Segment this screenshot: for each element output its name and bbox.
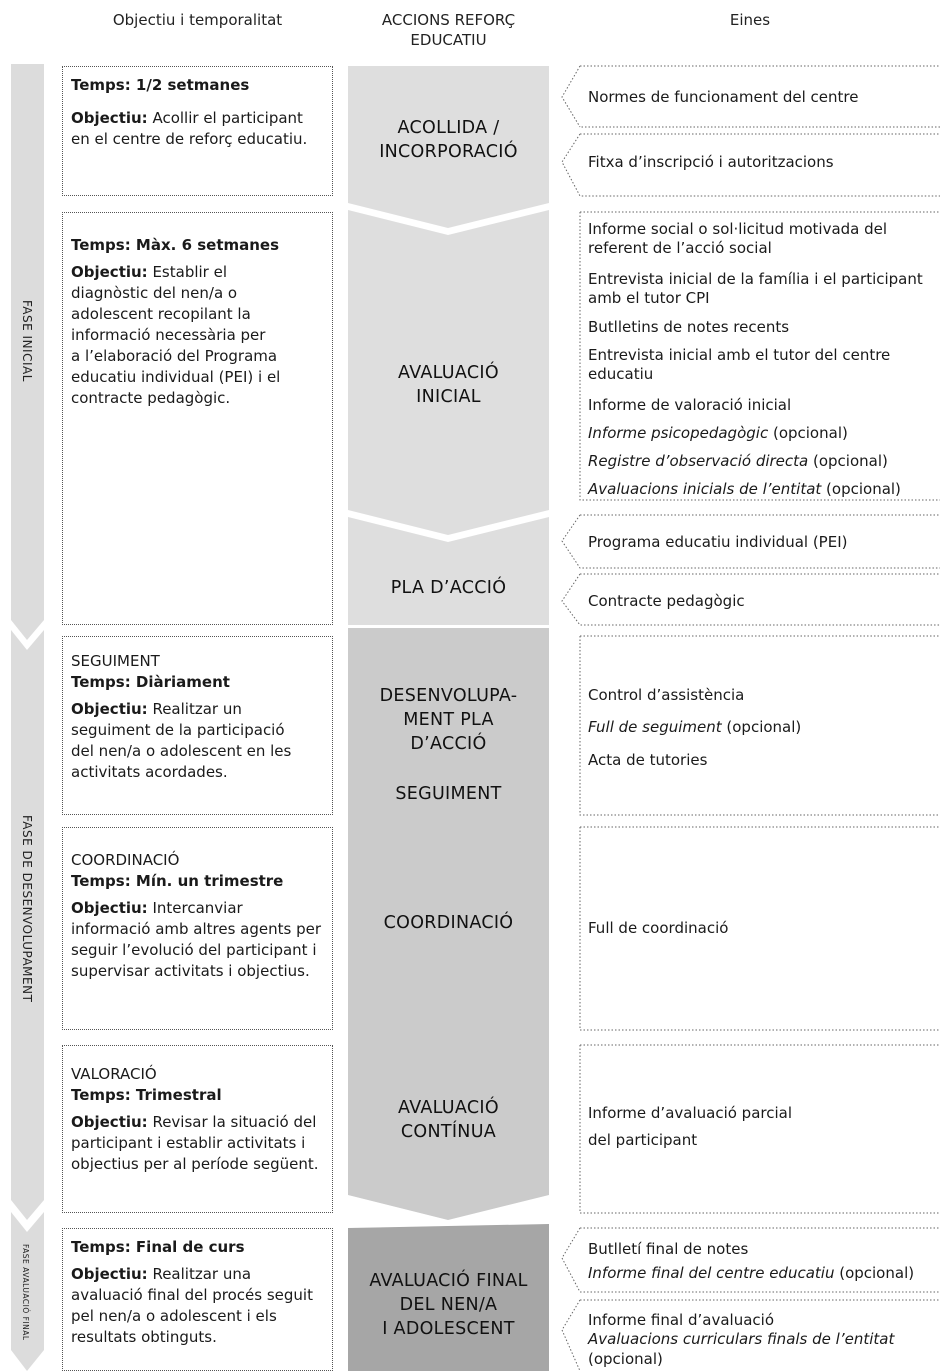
- tool-item: Entrevista inicial de la família i el participant: [588, 270, 923, 288]
- action-line: AVALUACIÓ FINAL: [369, 1271, 528, 1291]
- tool-item: Programa educatiu individual (PEI): [588, 533, 848, 551]
- tool-item: Entrevista inicial amb el tutor del centre: [588, 346, 891, 364]
- action-line: COORDINACIÓ: [383, 913, 514, 933]
- tool-italic: Informe final del centre educatiu: [588, 1264, 835, 1282]
- objective-label: Objectiu:: [71, 700, 148, 718]
- objective-box-coordinacio: [62, 827, 333, 1030]
- action-line: D’ACCIÓ: [410, 734, 487, 754]
- header-objective: Objectiu i temporalitat: [112, 11, 283, 29]
- tool-item: Control d’assistència: [588, 686, 745, 704]
- objective-text: [71, 1112, 324, 1133]
- objective-text: [71, 108, 324, 129]
- tool-item: Full de coordinació: [588, 919, 729, 937]
- objective-line: Acollir el participant: [147, 109, 303, 127]
- objective-box-final: [62, 1228, 333, 1371]
- phase-label-final: FASE AVALUACIÓ FINAL: [21, 1244, 30, 1341]
- objective-text: [71, 898, 324, 919]
- objective-line: educatiu individual (PEI) i el: [71, 368, 281, 386]
- objective-text: [71, 262, 324, 283]
- phase-label-initial: FASE INICIAL: [20, 300, 34, 382]
- tool-bracket-valoracio: [580, 1045, 940, 1213]
- objective-time: Temps: Diàriament: [71, 673, 230, 691]
- objective-time: Temps: Trimestral: [71, 1086, 222, 1104]
- tool-item: Informe d’avaluació parcial: [588, 1104, 793, 1122]
- header-actions-line2: EDUCATIU: [410, 31, 487, 49]
- objective-text: [71, 1264, 324, 1285]
- tool-italic: Full de seguiment: [588, 718, 722, 736]
- objective-box-valoracio: [62, 1045, 333, 1213]
- objective-box-seguiment: [62, 636, 333, 815]
- objective-line: seguiment de la participació: [71, 721, 285, 739]
- action-avaluacio-continua: [348, 1090, 549, 1150]
- objective-line: a l’elaboració del Programa: [71, 347, 278, 365]
- action-acollida: [348, 110, 549, 170]
- phase-label-development: FASE DE DESENVOLUPAMENT: [20, 815, 34, 1003]
- objective-line: Establir el: [147, 263, 228, 281]
- tool-suffix: (opcional): [834, 1264, 915, 1282]
- action-pla-accio: [348, 573, 549, 603]
- tool-item: Normes de funcionament del centre: [588, 88, 859, 106]
- tool-suffix: (opcional): [768, 424, 848, 442]
- tool-item: referent de l’acció social: [588, 239, 772, 257]
- tool-item: (opcional): [588, 1350, 663, 1368]
- objective-line: informació amb altres agents per: [71, 920, 322, 938]
- tool-item: amb el tutor CPI: [588, 289, 710, 307]
- objective-line: activitats acordades.: [71, 763, 228, 781]
- objective-time: Temps: Final de curs: [71, 1238, 245, 1256]
- objective-line: Revisar la situació del: [147, 1113, 317, 1131]
- tool-item: [588, 452, 888, 471]
- objective-heading: SEGUIMENT: [71, 652, 160, 670]
- tool-item: del participant: [588, 1131, 698, 1149]
- objective-line: Intercanviar: [147, 899, 243, 917]
- objective-heading: VALORACIÓ: [71, 1065, 157, 1083]
- objective-line: Realitzar un: [147, 700, 242, 718]
- tool-item: Informe social o sol·licitud motivada del: [588, 220, 888, 238]
- tool-italic: Registre d’observació directa: [588, 452, 809, 470]
- objective-line: en el centre de reforç educatiu.: [71, 130, 308, 148]
- objective-line: pel nen/a o adolescent i els: [71, 1307, 277, 1325]
- objective-line: informació necessària per: [71, 326, 266, 344]
- tool-italic: Avaluacions inicials de l’entitat: [588, 480, 822, 498]
- tool-item: Acta de tutories: [588, 751, 708, 769]
- action-coordinacio: [348, 908, 549, 938]
- objective-heading: COORDINACIÓ: [71, 851, 180, 869]
- objective-box-acollida: [62, 66, 333, 196]
- action-line: CONTÍNUA: [400, 1122, 497, 1142]
- tool-item: [588, 424, 848, 443]
- objective-label: Objectiu:: [71, 899, 148, 917]
- objective-line: avaluació final del procés seguit: [71, 1286, 313, 1304]
- header-actions: [348, 10, 549, 50]
- objective-label: Objectiu:: [71, 1113, 148, 1131]
- objective-text: [71, 699, 324, 720]
- objective-line: seguir l’evolució del participant i: [71, 941, 317, 959]
- tool-item: Informe final d’avaluació: [588, 1311, 774, 1329]
- action-line: DEL NEN/A: [399, 1295, 498, 1315]
- objective-line: adolescent recopilant la: [71, 305, 251, 323]
- action-avaluacio-inicial: [348, 355, 549, 415]
- tool-item: Butlletins de notes recents: [588, 318, 790, 336]
- tool-item: Contracte pedagògic: [588, 592, 745, 610]
- objective-line: del nen/a o adolescent en les: [71, 742, 292, 760]
- action-line: DESENVOLUPA-: [379, 686, 518, 706]
- tool-italic: Informe psicopedagògic: [588, 424, 769, 442]
- tool-item: [588, 718, 801, 737]
- tool-item: Fitxa d’inscripció i autoritzacions: [588, 153, 834, 171]
- tool-suffix: (opcional): [721, 718, 802, 736]
- tool-item: [588, 1264, 914, 1283]
- action-line: AVALUACIÓ: [398, 363, 499, 383]
- tool-item: [588, 1330, 894, 1349]
- objective-line: contracte pedagògic.: [71, 389, 231, 407]
- objective-label: Objectiu:: [71, 263, 148, 281]
- action-line: SEGUIMENT: [395, 784, 502, 804]
- tool-item: [588, 480, 901, 499]
- tool-item: Butlletí final de notes: [588, 1240, 749, 1258]
- action-desenvolupament: [348, 684, 549, 809]
- action-line: I ADOLESCENT: [382, 1319, 515, 1339]
- header-tools: Eines: [729, 11, 771, 29]
- objective-time: Temps: Màx. 6 setmanes: [71, 236, 280, 254]
- objective-line: supervisar activitats i objectius.: [71, 962, 310, 980]
- objective-label: Objectiu:: [71, 109, 148, 127]
- action-line: INCORPORACIÓ: [379, 142, 518, 162]
- action-line: ACOLLIDA /: [397, 118, 500, 138]
- action-line: PLA D’ACCIÓ: [390, 578, 507, 598]
- objective-line: diagnòstic del nen/a o: [71, 284, 238, 302]
- action-line: MENT PLA: [403, 710, 494, 730]
- action-avaluacio-final: [348, 1265, 549, 1345]
- objective-time: Temps: 1/2 setmanes: [71, 76, 250, 94]
- objective-box-avaluacio-inicial: [62, 212, 333, 625]
- tool-suffix: (opcional): [808, 452, 888, 470]
- objective-line: objectius per al període següent.: [71, 1155, 319, 1173]
- action-line: INICIAL: [416, 387, 481, 407]
- tool-item: educatiu: [588, 365, 654, 383]
- tool-italic: Avaluacions curriculars finals de l’entitat: [588, 1330, 895, 1348]
- objective-label: Objectiu:: [71, 1265, 148, 1283]
- tool-item: Informe de valoració inicial: [588, 396, 792, 414]
- action-line: AVALUACIÓ: [398, 1098, 499, 1118]
- objective-line: resultats obtinguts.: [71, 1328, 217, 1346]
- objective-line: participant i establir activitats i: [71, 1134, 306, 1152]
- header-actions-line1: ACCIONS REFORÇ: [381, 11, 516, 29]
- tool-suffix: (opcional): [821, 480, 901, 498]
- objective-line: Realitzar una: [147, 1265, 252, 1283]
- objective-time: Temps: Mín. un trimestre: [71, 872, 284, 890]
